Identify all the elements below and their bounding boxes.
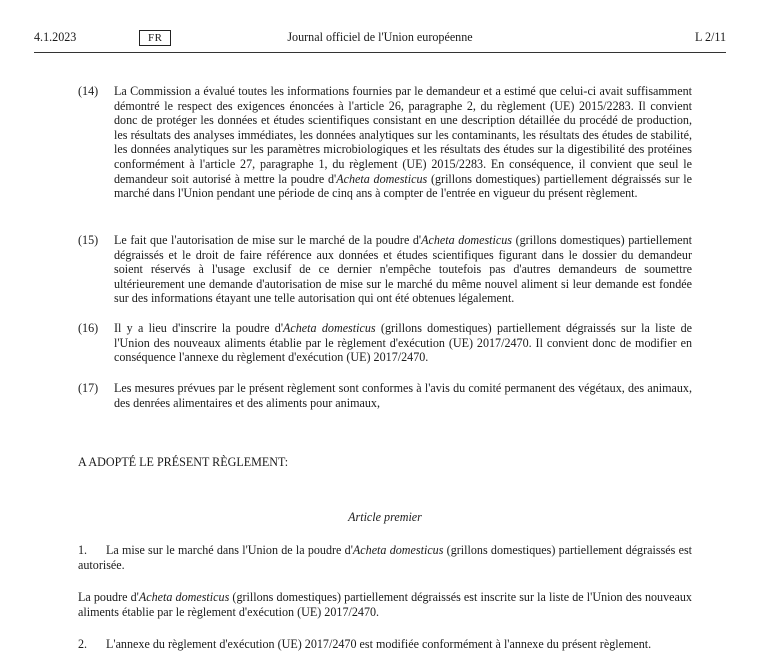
recital-text-part: (grillons domestiques) partiellement dégraissés sur le marché dans l'Union pendant une période de cinq ans à compter de l'entrée en vigueur du présent règlement. xyxy=(114,171,692,201)
species-name: Acheta domesticus xyxy=(283,321,376,335)
species-name: Acheta domesticus xyxy=(336,171,428,186)
recital-text xyxy=(114,84,692,201)
recital-number: (15) xyxy=(78,233,99,247)
article-paragraph-1 xyxy=(78,543,692,572)
paragraph-text-part: L'annexe du règlement d'exécution (UE) 2017/2470 est modifiée conformément à l'annexe du présent règlement. xyxy=(106,637,652,651)
recital-number: (17) xyxy=(78,381,99,395)
recital-number: (14) xyxy=(78,84,99,98)
recital-15 xyxy=(78,233,692,306)
paragraph-text-part: (grillons domestiques) partiellement dégraissés est autorisée. xyxy=(78,543,693,572)
header-date: 4.1.2023 xyxy=(34,30,77,44)
language-badge: FR xyxy=(139,30,171,46)
recital-text-part: La Commission a évalué toutes les informations fournies par le demandeur et a estimé que celui-ci avait suffisamment démontré le respect des exigences énoncées à l'article 26, paragraphe 2, du règlement (UE) 2015/2283. Il convient donc de protéger les données et études scientifiques consistant en une description détaillée du procédé de production, les résultats des analyses immédiates, les données analytiques sur les contaminants, les résultats des études de stabilité, les données analytiques sur les paramètres microbiologiques et les résultats des études sur la digestibilité des protéines conformément à l'article 27, paragraphe 1, du règlement (UE) 2015/2283. En conséquence, il convient que seul le demandeur soit autorisé à mettre la poudre d' xyxy=(114,84,692,186)
species-name: Acheta domesticus xyxy=(352,543,444,557)
recital-text-part: Le fait que l'autorisation de mise sur le marché de la poudre d' xyxy=(114,233,422,247)
article-title: Article premier xyxy=(348,510,422,524)
recital-text-part: Il y a lieu d'inscrire la poudre d' xyxy=(114,321,283,335)
paragraph-text-part: (grillons domestiques) partiellement dégraissés est inscrite sur la liste de l'Union des nouveaux aliments établie par le règlement d'exécution (UE) 2017/2470. xyxy=(78,590,692,619)
species-name: Acheta domesticus xyxy=(138,590,230,604)
recital-text-part: (grillons domestiques) partiellement dégraissés sur la liste de l'Union des nouveaux aliments établie par le règlement d'exécution (UE) 2017/2470. Il convient donc de modifier en conséquence l'annexe du règlement d'exécution (UE) 2017/2470. xyxy=(114,321,692,365)
paragraph-text-part: La poudre d' xyxy=(78,590,139,604)
paragraph-text-part: La mise sur le marché dans l'Union de la poudre d' xyxy=(106,543,353,557)
recital-text-part: Les mesures prévues par le présent règlement sont conformes à l'avis du comité permanent des végétaux, des animaux, des denrées alimentaires et des aliments pour animaux, xyxy=(114,381,692,410)
article-paragraph-1-sub xyxy=(78,590,692,619)
paragraph-number: 2. xyxy=(78,637,88,651)
adoption-formula: A ADOPTÉ LE PRÉSENT RÈGLEMENT: xyxy=(78,455,289,469)
paragraph-number: 1. xyxy=(78,543,88,557)
recital-text xyxy=(114,321,692,365)
journal-title: Journal officiel de l'Union européenne xyxy=(287,30,473,44)
recital-14 xyxy=(78,84,692,201)
recital-text xyxy=(114,233,692,306)
species-name: Acheta domesticus xyxy=(421,233,513,247)
article-paragraph-2 xyxy=(78,637,692,652)
recital-text xyxy=(114,381,692,410)
header-rule xyxy=(34,52,726,53)
page-number: L 2/11 xyxy=(694,30,726,44)
recital-16 xyxy=(78,321,692,365)
recital-text-part: (grillons domestiques) partiellement dégraissés et le droit de faire référence aux données et études scientifiques figurant dans le dossier du demandeur soient réservés à l'usage exclusif de ce dernier n'empêche toutefois pas d'autres demandeurs de soumettre ultérieurement une demande d'autorisation de mise sur le marché du même nouvel aliment si leur demande est fondée sur des informations étayant une telle autorisation qui ont été obtenues légalement. xyxy=(114,233,692,306)
page-header xyxy=(34,30,726,48)
recital-17 xyxy=(78,381,692,410)
recital-number: (16) xyxy=(78,321,99,335)
